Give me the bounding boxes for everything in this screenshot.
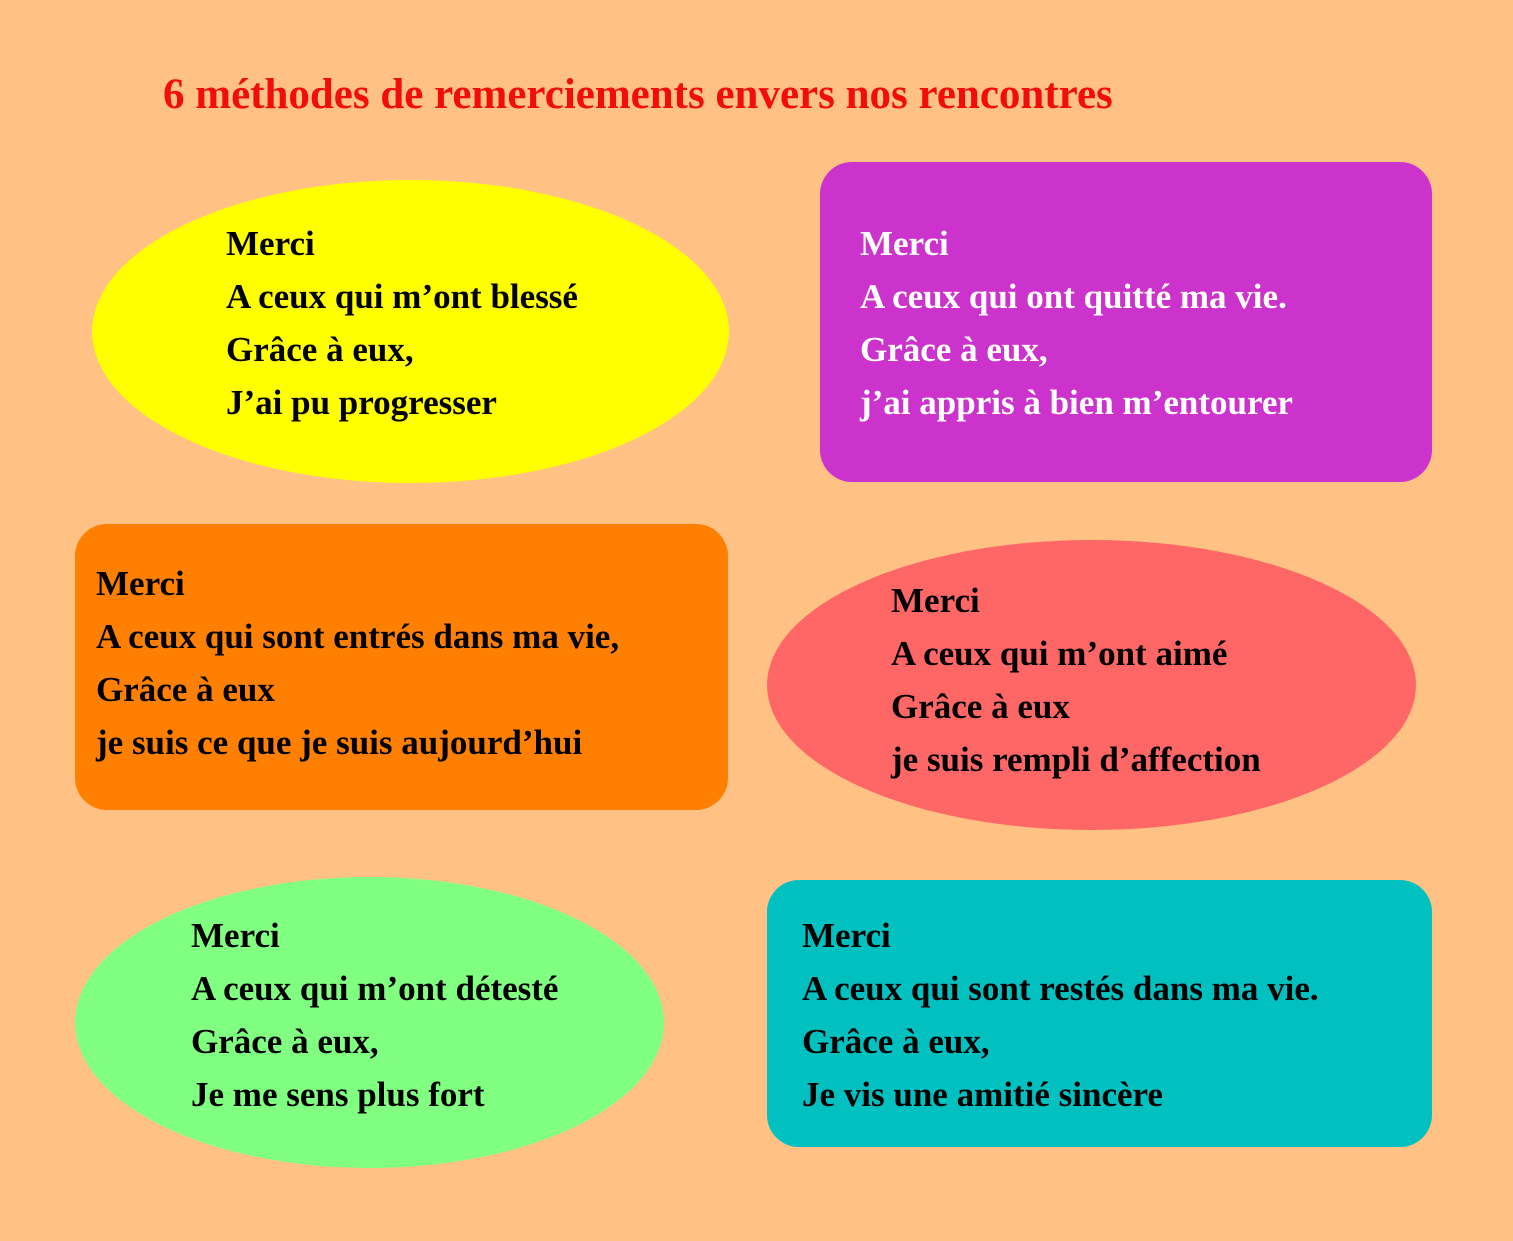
card-line-grace: Grâce à eux [96, 670, 275, 709]
card-line-subject: A ceux qui m’ont blessé [226, 277, 578, 316]
card-text [802, 909, 1319, 1121]
card-line-result: Je me sens plus fort [191, 1075, 485, 1114]
card-line-result: j’ai appris à bien m’entourer [860, 383, 1293, 422]
card-line-merci: Merci [860, 224, 949, 263]
card-restes [767, 880, 1432, 1147]
card-line-subject: A ceux qui sont restés dans ma vie. [802, 969, 1319, 1008]
card-line-merci: Merci [891, 581, 980, 620]
page-title: 6 méthodes de remerciements envers nos rencontres [163, 71, 1113, 118]
card-line-grace: Grâce à eux [891, 687, 1070, 726]
card-quitte [820, 162, 1432, 482]
card-blesse [92, 180, 729, 483]
card-text [860, 217, 1293, 429]
card-line-subject: A ceux qui ont quitté ma vie. [860, 277, 1287, 316]
card-line-grace: Grâce à eux, [860, 330, 1048, 369]
card-line-result: J’ai pu progresser [226, 383, 497, 422]
card-aime [767, 540, 1416, 830]
card-text [96, 557, 619, 769]
card-line-grace: Grâce à eux, [191, 1022, 379, 1061]
card-line-grace: Grâce à eux, [226, 330, 414, 369]
card-text [891, 574, 1261, 786]
card-line-subject: A ceux qui sont entrés dans ma vie, [96, 617, 620, 656]
card-line-subject: A ceux qui m’ont détesté [191, 969, 559, 1008]
card-line-subject: A ceux qui m’ont aimé [891, 634, 1228, 673]
card-text [191, 909, 558, 1121]
card-line-result: je suis ce que je suis aujourd’hui [96, 723, 583, 762]
card-deteste [75, 877, 664, 1168]
card-line-merci: Merci [191, 916, 280, 955]
card-entres [75, 524, 728, 810]
card-line-grace: Grâce à eux, [802, 1022, 990, 1061]
card-line-merci: Merci [802, 916, 891, 955]
card-line-merci: Merci [226, 224, 315, 263]
card-line-merci: Merci [96, 564, 185, 603]
card-line-result: je suis rempli d’affection [891, 740, 1261, 779]
card-text [226, 217, 578, 429]
card-line-result: Je vis une amitié sincère [802, 1075, 1163, 1114]
